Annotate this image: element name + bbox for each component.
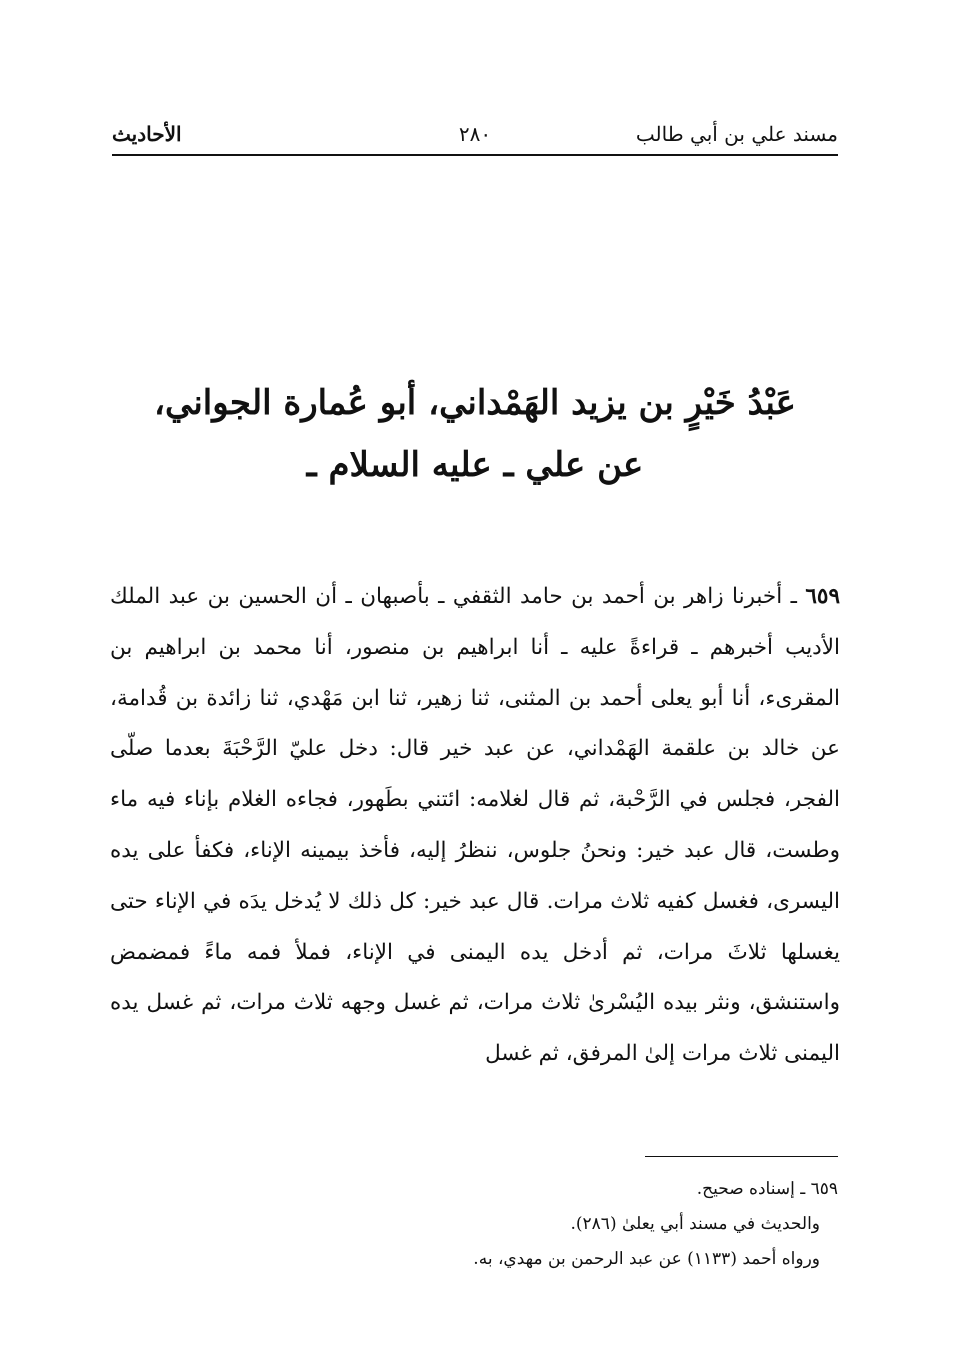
running-header (112, 118, 838, 156)
header-section-title: الأحاديث (112, 122, 182, 146)
footnote-divider (645, 1156, 838, 1157)
chapter-title-line-2: عن علي ـ عليه السلام ـ (306, 445, 644, 485)
header-book-title: مسند علي بن أبي طالب (635, 122, 838, 146)
footnote-line-1: ٦٥٩ ـ إسناده صحيح. (696, 1179, 838, 1199)
footnote-line-3: ورواه أحمد (١١٣٣) عن عبد الرحمن بن مهدي، به. (473, 1249, 820, 1269)
hadith-paragraph (110, 572, 840, 1080)
chapter-title (112, 372, 838, 496)
hadith-text: ـ أخبرنا زاهر بن أحمد بن حامد الثقفي ـ بأصبهان ـ أن الحسين بن عبد الملك الأديب أخبرهم ـ قراءةً عليه ـ أنا ابراهيم بن منصور، أنا محمد بن ابراهيم بن المقرىء، أنا أبو يعلى أحمد بن المثنى، ثنا زهير، ثنا ابن مَهْدي، ثنا زائدة بن قُدامة، عن خالد بن علقمة الهَمْداني، عن عبد خير قال: دخل عليّ الرَّحْبَةَ بعدما صلّى الفجر، فجلس في الرَّحْبة، ثم قال لغلامه: ائتني بطَهور، فجاءه الغلام بإناء فيه ماء وطست، قال عبد خير: ونحنُ جلوس، ننظرُ إليه، فأخذ بيمينه الإناء، فكفأ على يده اليسرى، فغسل كفيه ثلاث مرات. قال عبد خير: كل ذلك لا يُدخل يدَه في الإناء حتى يغسلها ثلاثَ مرات، ثم أدخل يده اليمنى في الإناء، فملأ فمه ماءً فمضمض واستنشق، ونثر بيده اليُسْرىٰ ثلاث مرات، ثم غسل وجهه ثلاث مرات، ثم غسل يده اليمنى ثلاث مرات إلىٰ المرفق، ثم غسل (110, 584, 840, 1067)
chapter-title-line-1: عَبْدُ خَيْرٍ بن يزيد الهَمْداني، أبو عُمارة الجواني، (154, 383, 796, 423)
footnote-line-2: والحديث في مسند أبي يعلىٰ (٢٨٦). (570, 1214, 820, 1234)
page-number: ٢٨٠ (458, 122, 492, 146)
footnotes (138, 1172, 838, 1277)
hadith-number: ٦٥٩ (805, 584, 840, 609)
